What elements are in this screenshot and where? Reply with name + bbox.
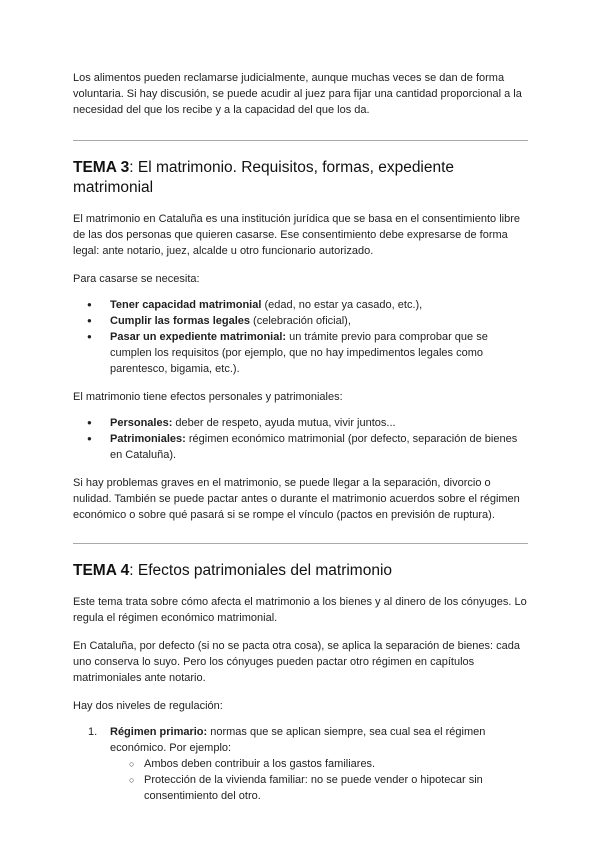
- tema4-heading: [73, 561, 528, 581]
- list-item: [73, 431, 528, 463]
- list-item-text: deber de respeto, ayuda mutua, vivir juntos...: [172, 417, 396, 429]
- list-item: [73, 297, 528, 313]
- sub-list-item: ○ Ambos deben contribuir a los gastos familiares.: [110, 756, 528, 772]
- list-item: [73, 415, 528, 431]
- tema3-paragraph-1: El matrimonio en Cataluña es una institución jurídica que se basa en el consentimiento libre de las dos personas que quieren casarse. Ese consentimiento debe expresarse de forma legal: ante notario, juez, alcalde u otro funcionario autorizado.: [73, 213, 520, 257]
- intro-paragraph: Los alimentos pueden reclamarse judicialmente, aunque muchas veces se dan de forma voluntaria. Si hay discusión, se puede acudir al juez para fijar una cantidad proporcional a la necesidad del que los recibe y a la capacidad del que los da.: [73, 72, 522, 116]
- tema3-paragraph-4: Si hay problemas graves en el matrimonio, se puede llegar a la separación, divorcio o nulidad. También se puede pactar antes o durante el matrimonio acuerdos sobre el régimen económico o sobre qué pasará si se rompe el vínculo (pactos en previsión de ruptura).: [73, 477, 520, 521]
- list-item-bold: Pasar un expediente matrimonial:: [110, 331, 287, 343]
- requisitos-list: [73, 297, 528, 377]
- list-item-number: 1.: [88, 726, 98, 738]
- tema4-paragraph-2: En Cataluña, por defecto (si no se pacta otra cosa), se aplica la separación de bienes: cada uno conserva lo suyo. Pero los cónyuges pueden pactar otro régimen en capítulos matrimoniales ante notario.: [73, 640, 520, 684]
- list-item-text: régimen económico matrimonial (por defecto, separación de bienes en Cataluña).: [110, 433, 518, 461]
- tema4-paragraph-1: Este tema trata sobre cómo afecta el matrimonio a los bienes y al dinero de los cónyuges. Lo regula el régimen económico matrimonial.: [73, 596, 527, 624]
- list-item-bold: Patrimoniales:: [110, 433, 186, 445]
- efectos-list: [73, 415, 528, 463]
- list-item-bold: Régimen primario:: [110, 726, 208, 738]
- tema3-paragraph-2: Para casarse se necesita:: [73, 273, 200, 285]
- list-item-text: normas que se aplican siempre, sea cual sea el régimen económico. Por ejemplo:: [110, 726, 486, 754]
- section-divider: [73, 140, 528, 141]
- tema3-heading-number: TEMA 3: [73, 159, 130, 176]
- tema3-heading-text: : El matrimonio. Requisitos, formas, expediente matrimonial: [73, 159, 455, 196]
- list-item-text: (celebración oficial),: [250, 315, 351, 327]
- list-item-text: un trámite previo para comprobar que se cumplen los requisitos (por ejemplo, que no hay impedimentos legales como parentesco, bigamia, etc.).: [110, 331, 488, 375]
- list-item-bold: Tener capacidad matrimonial: [110, 299, 262, 311]
- sub-list: [110, 756, 528, 804]
- list-item-text: (edad, no estar ya casado, etc.),: [261, 299, 423, 311]
- list-item: [73, 329, 528, 377]
- tema4-paragraph-3: Hay dos niveles de regulación:: [73, 700, 223, 712]
- section-divider: [73, 543, 528, 544]
- tema3-paragraph-3: El matrimonio tiene efectos personales y patrimoniales:: [73, 391, 343, 403]
- list-item: [73, 313, 528, 329]
- tema4-heading-number: TEMA 4: [73, 562, 130, 579]
- sub-list-item: ○ Protección de la vivienda familiar: no se puede vender o hipotecar sin consentimiento del otro.: [110, 772, 528, 804]
- list-item-bold: Cumplir las formas legales: [110, 315, 250, 327]
- list-item-bold: Personales:: [110, 417, 173, 429]
- document-content: [73, 70, 528, 804]
- niveles-list: [73, 724, 528, 804]
- tema3-heading: [73, 158, 528, 198]
- list-item: [73, 724, 528, 804]
- tema4-heading-text: : Efectos patrimoniales del matrimonio: [129, 562, 393, 579]
